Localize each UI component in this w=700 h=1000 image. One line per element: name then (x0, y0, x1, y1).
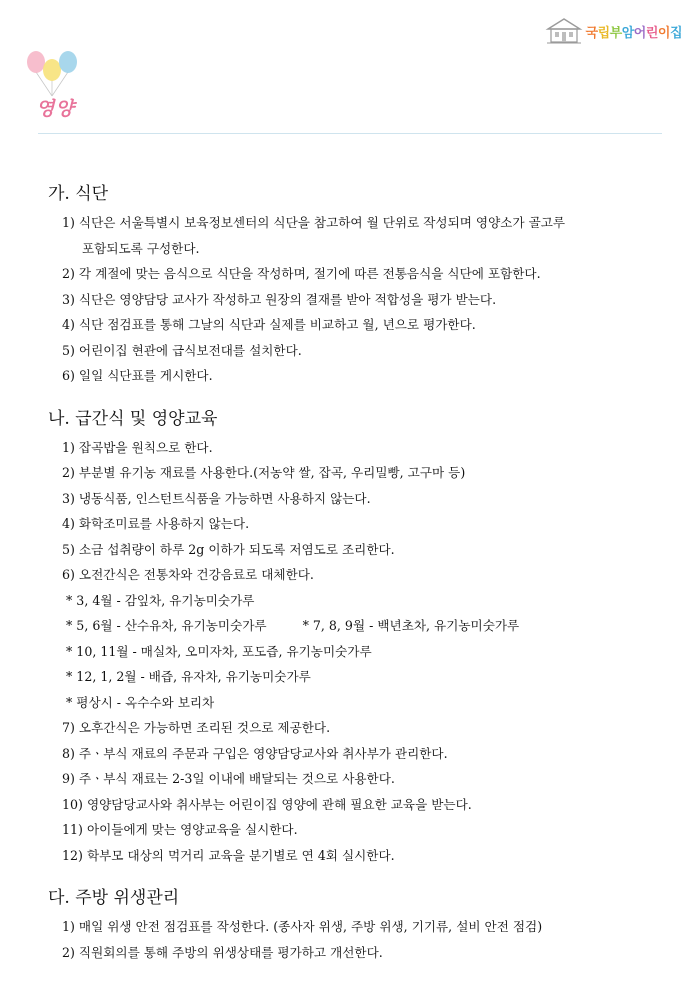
balloon-icon (59, 51, 77, 73)
snack-bullet (48, 613, 658, 639)
list-item: 2) 각 계절에 맞는 음식으로 식단을 작성하며, 절기에 따른 전통음식을 식단에 포함한다. (62, 266, 541, 281)
logo-letter: 립 (597, 25, 610, 41)
list-item-text: 1) 식단은 서울특별시 보육정보센터의 식단을 참고하여 월 단위로 작성되며 영양소가 골고루 (62, 215, 566, 230)
section-title: 다. 주방 위생관리 (48, 888, 180, 908)
list-item: 2) 직원회의를 통해 주방의 위생상태를 평가하고 개선한다. (62, 944, 383, 960)
list-item: 5) 소금 섭취량이 하루 2g 이하가 되도록 저염도로 조리한다. (62, 541, 395, 557)
list-item: 7) 오후간식은 가능하면 조리된 것으로 제공한다. (62, 720, 331, 735)
page-title: 영양 (36, 98, 75, 120)
list-item: 9) 주ㆍ부식 재료는 2-3일 이내에 배달되는 것으로 사용한다. (62, 771, 395, 786)
balloon-icon (27, 51, 45, 73)
snack-bullet: * 3, 4월 - 감잎차, 유기농미숫가루 (66, 592, 255, 608)
list-item: 10) 영양담당교사와 취사부는 어린이집 영양에 관해 필요한 교육을 받는다. (62, 796, 472, 812)
list-item: 3) 식단은 영양담당 교사가 작성하고 원장의 결재를 받아 적합성을 평가 받는다. (62, 291, 497, 307)
snack-bullet: * 12, 1, 2월 - 배즙, 유자차, 유기농미숫가루 (66, 669, 311, 684)
section-menu (48, 180, 658, 389)
section-title: 가. 식단 (48, 184, 109, 204)
list-item: 12) 학부모 대상의 먹거리 교육을 분기별로 연 4회 실시한다. (62, 847, 395, 863)
list-item: 8) 주ㆍ부식 재료의 주문과 구입은 영양담당교사와 취사부가 관리한다. (62, 745, 448, 761)
list-item: 11) 아이들에게 맞는 영양교육을 실시한다. (62, 822, 298, 837)
snack-bullet: * 평상시 - 옥수수와 보리차 (66, 694, 215, 710)
snack-bullet-text: * 7, 8, 9월 - 백년초차, 유기농미숫가루 (302, 618, 520, 633)
list-item: 4) 식단 점검표를 통해 그날의 식단과 실제를 비교하고 월, 년으로 평가한다. (62, 317, 476, 332)
list-item-continuation: 포함되도록 구성한다. (82, 240, 200, 256)
list-item: 4) 화학조미료를 사용하지 않는다. (62, 516, 250, 531)
logo-letter: 국 (585, 25, 598, 41)
section-kitchen-hygiene (48, 884, 658, 965)
logo-letter: 이 (657, 25, 670, 41)
logo-letter: 린 (645, 25, 658, 41)
logo-letter: 어 (633, 25, 646, 41)
document-body (48, 180, 658, 981)
list-item: 3) 냉동식품, 인스턴트식품을 가능하면 사용하지 않는다. (62, 490, 371, 506)
balloon-icon (43, 59, 61, 81)
section-meals-nutrition (48, 405, 658, 869)
header-divider (38, 133, 662, 134)
house-logo-icon (544, 17, 584, 45)
logo-text (586, 22, 683, 41)
list-item: 2) 부분별 유기농 재료를 사용한다.(저농약 쌀, 잡곡, 우리밀빵, 고구마 등) (62, 465, 466, 480)
list-item: 5) 어린이집 현관에 급식보전대를 설치한다. (62, 342, 302, 358)
list-item: 1) 잡곡밥을 원칙으로 한다. (62, 439, 213, 455)
list-item: 6) 오전간식은 전통차와 건강음료로 대체한다. (62, 567, 314, 582)
daycare-logo (544, 14, 683, 48)
list-item: 1) 매일 위생 안전 점검표를 작성한다. (종사자 위생, 주방 위생, 기기류, 설비 안전 점검) (62, 919, 543, 934)
list-item (48, 210, 658, 261)
logo-letter: 부 (609, 25, 622, 41)
snack-bullet-text: * 5, 6월 - 산수유차, 유기농미숫가루 (66, 618, 267, 633)
section-title: 나. 급간식 및 영양교육 (48, 408, 218, 429)
list-item: 6) 일일 식단표를 게시한다. (62, 368, 213, 383)
logo-letter: 암 (621, 25, 634, 41)
snack-bullet: * 10, 11월 - 매실차, 오미자차, 포도즙, 유기농미숫가루 (66, 643, 372, 659)
logo-letter: 집 (669, 25, 682, 41)
